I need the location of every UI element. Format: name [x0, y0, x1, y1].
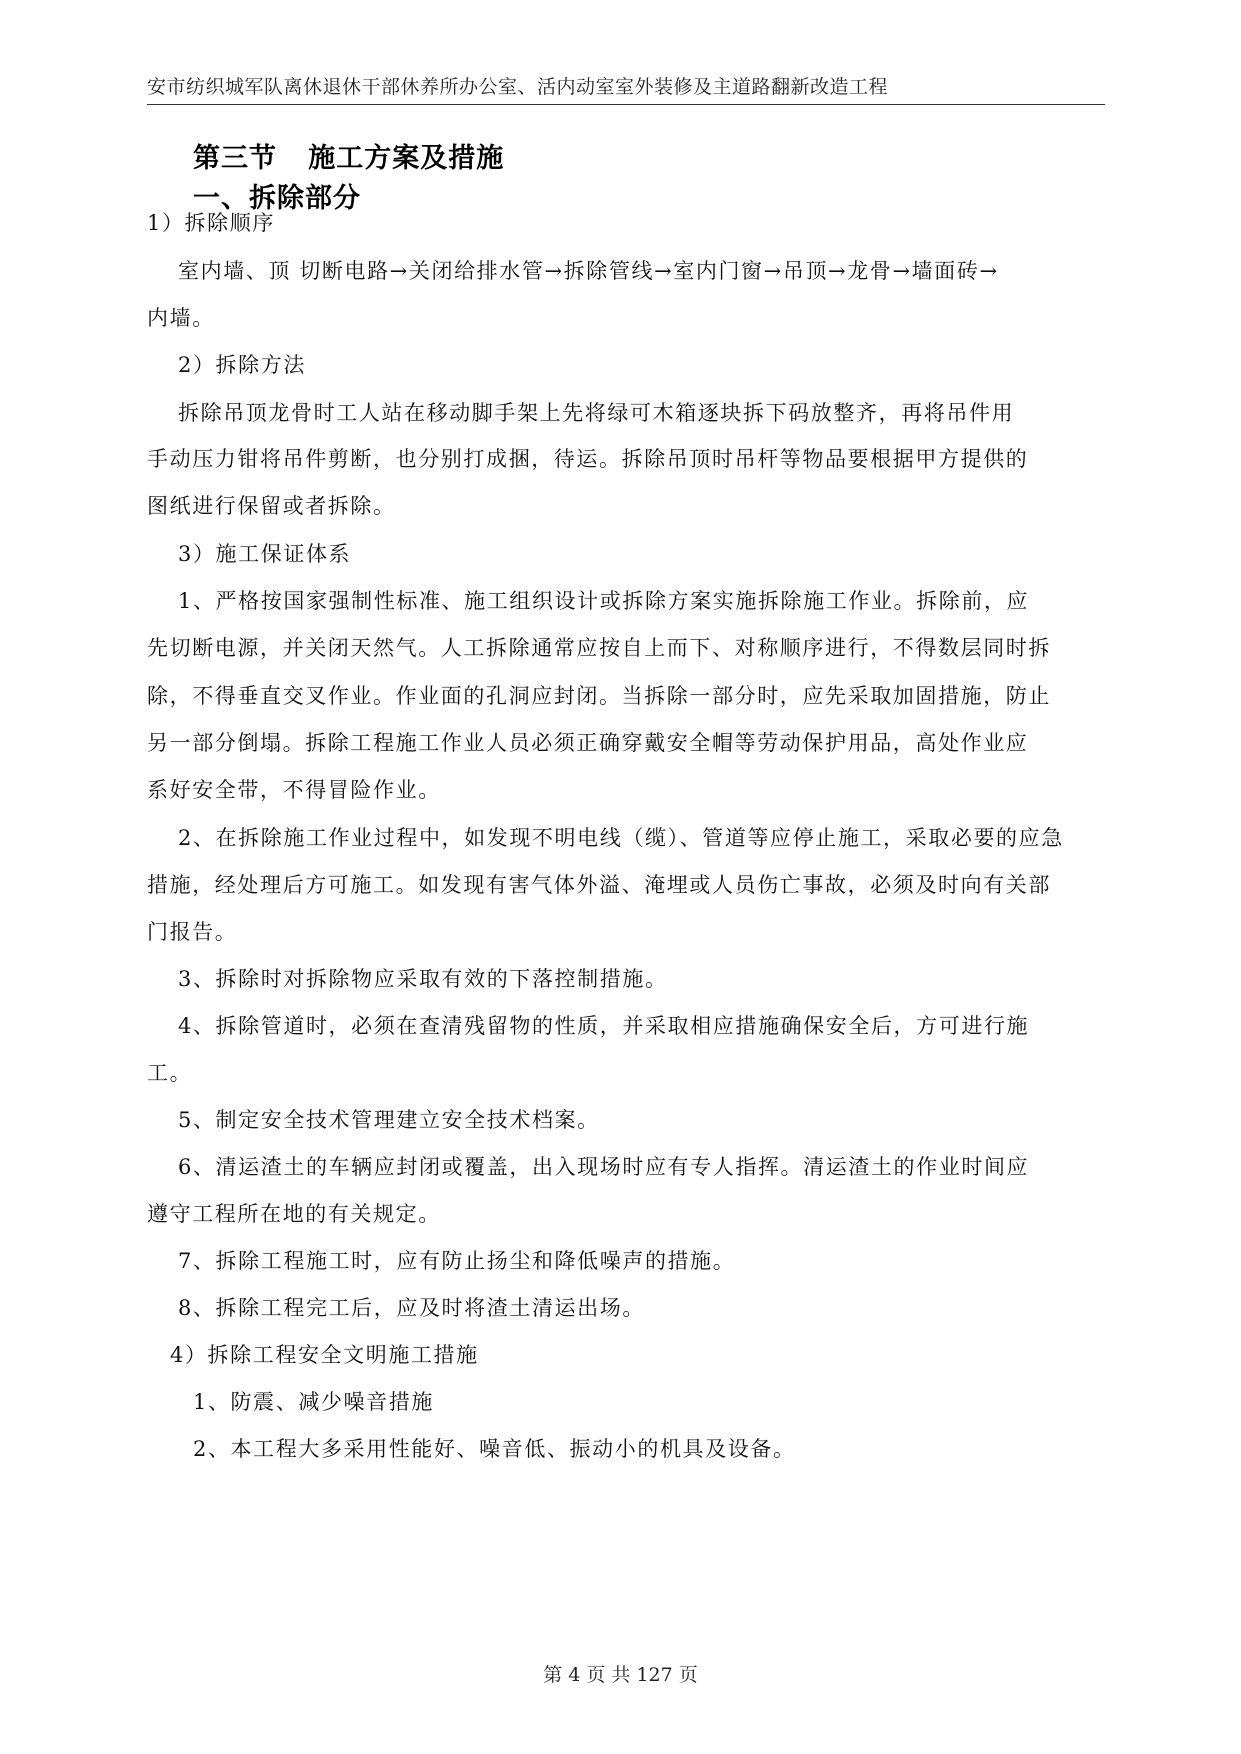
body-line: 2、在拆除施工作业过程中，如发现不明电线（缆）、管道等应停止施工，采取必要的应急 [178, 826, 1064, 850]
body-line: 4）拆除工程安全文明施工措施 [170, 1343, 479, 1367]
body-line: 另一部分倒塌。拆除工程施工作业人员必须正确穿戴安全帽等劳动保护用品，高处作业应 [147, 731, 1029, 755]
body-line: 措施，经处理后方可施工。如发现有害气体外溢、淹埋或人员伤亡事故，必须及时向有关部 [147, 873, 1051, 897]
body-line: 拆除吊顶龙骨时工人站在移动脚手架上先将绿可木箱逐块拆下码放整齐，再将吊件用 [178, 401, 1015, 425]
section-subtitle: 一、拆除部分 [193, 183, 361, 214]
body-line: 2）拆除方法 [178, 353, 306, 377]
running-header: 安市纺织城军队离休退休干部休养所办公室、活内动室室外装修及主道路翻新改造工程 [147, 76, 889, 98]
header-rule [147, 104, 1105, 105]
body-line: 1、防震、减少噪音措施 [193, 1390, 434, 1414]
body-line: 内墙。 [147, 306, 215, 330]
section-title: 第三节 施工方案及措施 [193, 143, 505, 174]
body-line: 1）拆除顺序 [147, 211, 275, 235]
page-footer: 第 4 页 共 127 页 [543, 1664, 698, 1686]
body-line: 7、拆除工程施工时，应有防止扬尘和降低噪声的措施。 [178, 1249, 736, 1273]
body-line: 手动压力钳将吊件剪断，也分别打成捆，待运。拆除吊顶时吊杆等物品要根据甲方提供的 [147, 447, 1029, 471]
body-line: 系好安全带，不得冒险作业。 [147, 778, 441, 802]
body-line: 3）施工保证体系 [178, 542, 352, 566]
body-line: 5、制定安全技术管理建立安全技术档案。 [178, 1108, 600, 1132]
body-line: 先切断电源，并关闭天然气。人工拆除通常应按自上而下、对称顺序进行，不得数层同时拆 [147, 636, 1051, 660]
body-line: 遵守工程所在地的有关规定。 [147, 1202, 441, 1226]
body-line: 4、拆除管道时，必须在查清残留物的性质，并采取相应措施确保安全后，方可进行施 [178, 1014, 1030, 1038]
body-line: 除，不得垂直交叉作业。作业面的孔洞应封闭。当拆除一部分时，应先采取加固措施，防止 [147, 684, 1051, 708]
body-line: 2、本工程大多采用性能好、噪音低、振动小的机具及设备。 [193, 1437, 796, 1461]
body-line: 图纸进行保留或者拆除。 [147, 494, 396, 518]
body-line: 室内墙、顶 切断电路→关闭给排水管→拆除管线→室内门窗→吊顶→龙骨→墙面砖→ [178, 259, 999, 283]
body-line: 6、清运渣土的车辆应封闭或覆盖，出入现场时应有专人指挥。清运渣土的作业时间应 [178, 1155, 1030, 1179]
body-line: 工。 [147, 1061, 193, 1085]
body-line: 1、严格按国家强制性标准、施工组织设计或拆除方案实施拆除施工作业。拆除前，应 [178, 589, 1030, 613]
body-line: 门报告。 [147, 920, 238, 944]
body-line: 3、拆除时对拆除物应采取有效的下落控制措施。 [178, 967, 668, 991]
body-line: 8、拆除工程完工后，应及时将渣土清运出场。 [178, 1296, 645, 1320]
